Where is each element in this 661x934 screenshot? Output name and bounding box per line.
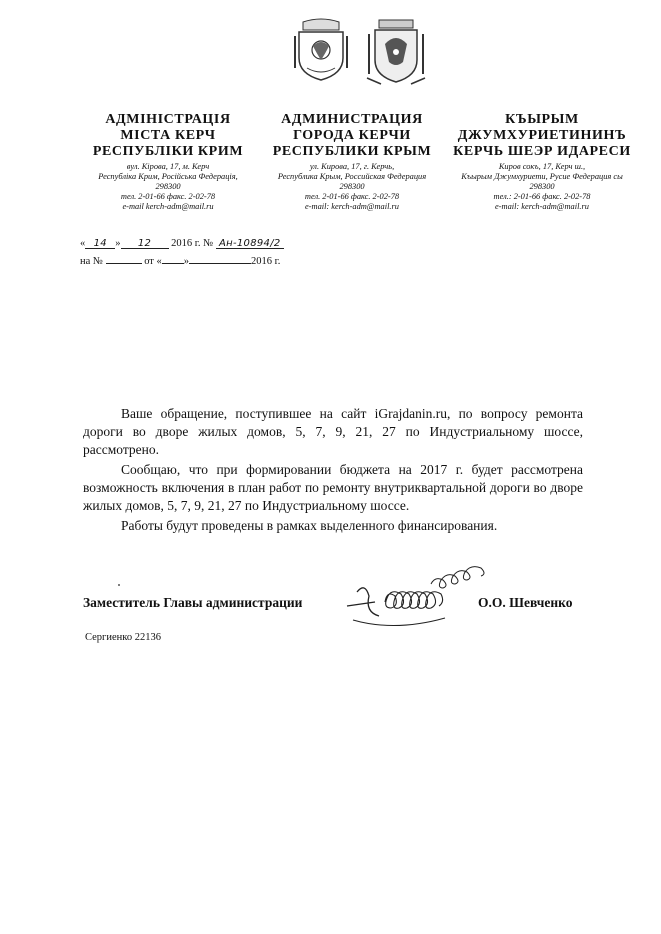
open-quote: «	[80, 238, 86, 249]
org-title-ukrainian: АДМІНІСТРАЦІЯ МІСТА КЕРЧ РЕСПУБЛІКИ КРИМ	[92, 112, 244, 159]
org-title-russian: АДМИНИСТРАЦИЯ ГОРОДА КЕРЧИ РЕСПУБЛИКИ КРЫМ	[272, 112, 432, 159]
close-quote-2: »	[183, 256, 190, 267]
body-paragraph-3: Работы будут проведены в рамках выделенного финансирования.	[121, 518, 498, 533]
scan-speck	[118, 584, 120, 586]
executor-note: Сергиенко 22136	[85, 632, 161, 643]
in-reply-number-blank	[106, 252, 142, 264]
in-reply-day-blank	[162, 252, 184, 264]
in-reply-month-blank	[189, 252, 251, 264]
body-paragraph-2: Сообщаю, что при формировании бюджета на 2017 г. будет рассмотрена возможность включения в план работ по ремонту внутриквартальной дороги во дворе жилых домов, 5, 7, 9, 21, 27 по Индустриальному шоссе.	[83, 462, 583, 513]
close-quote: »	[115, 238, 121, 249]
header-crimean-tatar	[442, 112, 642, 212]
from-label: от «	[144, 256, 162, 267]
org-address-crimean-tatar: Киров сокъ, 17, Керч ш., Къырым Джумхуриети, Русие Федерация сы 298300 тел.: 2-01-66 факс. 2-02-78 e-mail: kerch-adm@mail.ru	[461, 162, 623, 211]
org-address-russian: ул. Кирова, 17, г. Керчь, Республика Крым, Российская Федерация 298300 тел. 2-01-66 факс. 2-02-78 e-mail: kerch-adm@mail.ru	[277, 162, 427, 211]
incoming-reference	[80, 252, 280, 268]
date-day: 14	[85, 237, 115, 249]
kerch-coat-of-arms-icon	[365, 18, 427, 88]
header-ukrainian	[78, 112, 258, 212]
date-month: 12	[121, 237, 169, 249]
crimea-coat-of-arms-icon	[293, 18, 349, 84]
signatory-name: О.О. Шевченко	[478, 595, 573, 610]
header-russian	[262, 112, 442, 212]
year-text-2: 2016 г.	[251, 256, 281, 267]
in-reply-prefix: на №	[80, 256, 103, 267]
org-title-crimean-tatar: КЪЫРЫМ ДЖУМХУРИЕТИНИНЪ КЕРЧЬ ШЕЭР ИДАРЕСИ	[453, 112, 631, 159]
body-paragraph-1: Ваше обращение, поступившее на сайт iGrajdanin.ru, по вопросу ремонта дороги во дворе жилых домов, 5, 7, 9, 21, 27 по Индустриальному шоссе, рассмотрено.	[83, 406, 583, 457]
outgoing-reference	[80, 237, 284, 250]
org-address-ukrainian: вул. Кірова, 17, м. Керч Республіка Крим, Російська Федерація, 298300 тел. 2-01-66 факс. 2-02-78 e-mail kerch-adm@mail.ru	[98, 162, 238, 211]
year-text: 2016 г. №	[171, 238, 214, 249]
outgoing-number: Ан-10894/2	[216, 237, 284, 249]
letter-body	[83, 405, 583, 537]
signatory-title: Заместитель Главы администрации	[83, 595, 303, 610]
